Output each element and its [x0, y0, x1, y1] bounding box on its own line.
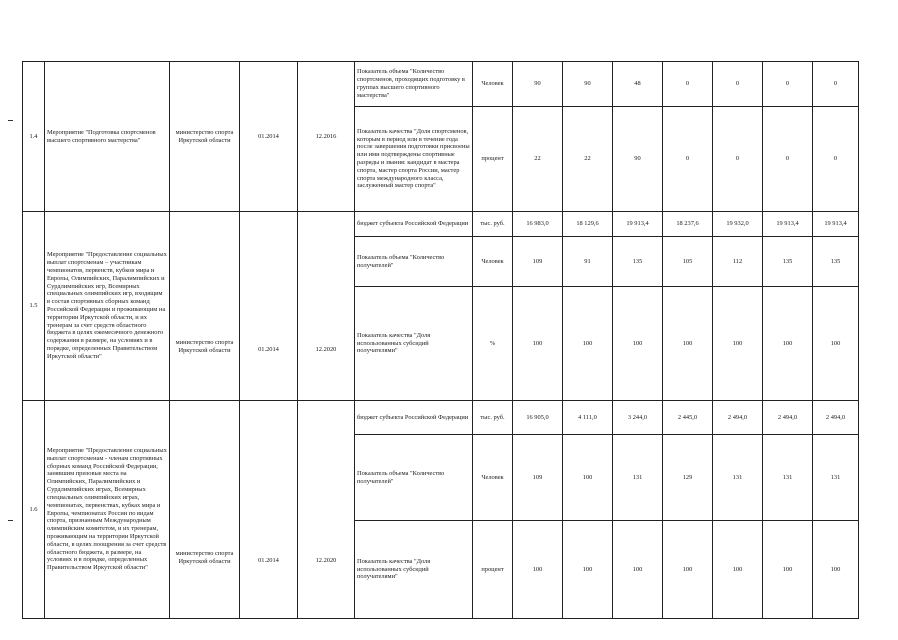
- row-number: 1.4: [23, 62, 45, 212]
- value-cell: 100: [613, 287, 663, 401]
- value-cell: 131: [613, 435, 663, 521]
- table-row: [23, 62, 859, 107]
- unit: процент: [473, 521, 513, 619]
- value-cell: 131: [813, 435, 859, 521]
- value-cell: 16 905,0: [513, 401, 563, 435]
- indicator-name: Показатель объема "Количество спортсменов, проходящих подготовку в группах высшего спортивного мастерства": [355, 62, 473, 107]
- indicator-name: Показатель качества "Доля использованных субсидий получателями": [355, 287, 473, 401]
- value-cell: 0: [813, 107, 859, 212]
- value-cell: 0: [813, 62, 859, 107]
- value-cell: 0: [663, 62, 713, 107]
- unit: Человек: [473, 237, 513, 287]
- value-cell: 19 913,4: [813, 212, 859, 237]
- start-date: 01.2014: [240, 212, 298, 401]
- value-cell: 135: [763, 237, 813, 287]
- value-cell: 18 237,6: [663, 212, 713, 237]
- program-table: [22, 61, 859, 619]
- executor: министерство спорта Иркутской области: [170, 212, 240, 401]
- value-cell: 90: [563, 62, 613, 107]
- value-cell: 109: [513, 435, 563, 521]
- executor: министерство спорта Иркутской области: [170, 401, 240, 619]
- value-cell: 131: [713, 435, 763, 521]
- value-cell: 19 913,4: [763, 212, 813, 237]
- unit: тыс. руб.: [473, 212, 513, 237]
- value-cell: 100: [813, 521, 859, 619]
- start-date: 01.2014: [240, 62, 298, 212]
- value-cell: 90: [513, 62, 563, 107]
- value-cell: 18 129,6: [563, 212, 613, 237]
- value-cell: 19 932,0: [713, 212, 763, 237]
- value-cell: 109: [513, 237, 563, 287]
- value-cell: 22: [513, 107, 563, 212]
- value-cell: 100: [763, 521, 813, 619]
- table-row: [23, 212, 859, 237]
- end-date: 12.2016: [298, 62, 355, 212]
- row-number: 1.5: [23, 212, 45, 401]
- indicator-name: Показатель качества "Доля использованных субсидий получателями": [355, 521, 473, 619]
- value-cell: 100: [563, 521, 613, 619]
- margin-mark: [8, 520, 13, 521]
- value-cell: 112: [713, 237, 763, 287]
- value-cell: 100: [513, 521, 563, 619]
- value-cell: 2 494,0: [813, 401, 859, 435]
- value-cell: 100: [813, 287, 859, 401]
- indicator-name: бюджет субъекта Российской Федерации: [355, 212, 473, 237]
- value-cell: 100: [663, 287, 713, 401]
- value-cell: 100: [513, 287, 563, 401]
- executor: министерство спорта Иркутской области: [170, 62, 240, 212]
- indicator-name: Показатель качества "Доля спортсменов, которым в период или в течение года после завершения подготовки присвоены или ими подтверждены спортивные разряды и звания: кандидат в мастера спорта, мастер спорта России, мастер спорта международного класса, заслуженный мастер спорта": [355, 107, 473, 212]
- indicator-name: Показатель объема "Количество получателей": [355, 435, 473, 521]
- indicator-name: Показатель объема "Количество получателей": [355, 237, 473, 287]
- value-cell: 100: [663, 521, 713, 619]
- value-cell: 0: [713, 107, 763, 212]
- unit: процент: [473, 107, 513, 212]
- value-cell: 2 494,0: [713, 401, 763, 435]
- measure-name: Мероприятие "Подготовка спортсменов высшего спортивного мастерства": [45, 62, 170, 212]
- end-date: 12.2020: [298, 212, 355, 401]
- end-date: 12.2020: [298, 401, 355, 619]
- value-cell: 100: [613, 521, 663, 619]
- value-cell: 129: [663, 435, 713, 521]
- value-cell: 135: [813, 237, 859, 287]
- measure-name: Мероприятие "Предоставление социальных выплат спортсменам - членам спортивных сборных команд Российской Федерации, занявшим призовые места на Олимпийских, Паралимпийских и Сурдлимпийских играх, Всемирных специальных олимпийских играх, чемпионатах, первенствах, кубках мира и Европы, чемпионатах России по видам спорта, признанным Международным олимпийским комитетом, и их тренерам, проживающим на территории Иркутской области, в целях поощрения за счет средств областного бюджета, в размере, на условиях и в порядке, определенных Правительством Иркутской области": [45, 401, 170, 619]
- value-cell: 16 983,0: [513, 212, 563, 237]
- value-cell: 2 494,0: [763, 401, 813, 435]
- value-cell: 0: [713, 62, 763, 107]
- table-row: [23, 401, 859, 435]
- value-cell: 100: [763, 287, 813, 401]
- value-cell: 90: [613, 107, 663, 212]
- start-date: 01.2014: [240, 401, 298, 619]
- value-cell: 100: [713, 287, 763, 401]
- value-cell: 4 111,0: [563, 401, 613, 435]
- value-cell: 91: [563, 237, 613, 287]
- value-cell: 100: [713, 521, 763, 619]
- value-cell: 3 244,0: [613, 401, 663, 435]
- value-cell: 100: [563, 287, 613, 401]
- value-cell: 48: [613, 62, 663, 107]
- value-cell: 131: [763, 435, 813, 521]
- value-cell: 0: [763, 107, 813, 212]
- measure-name: Мероприятие "Предоставление социальных выплат спортсменам – участникам чемпионатов, первенств, кубков мира и Европы, Олимпийских, Паралимпийских и Сурдлимпийских игр, Всемирных специальных олимпийских игр, входящим в состав спортивных сборных команд Российской Федерации и проживающим на территории Иркутской области, и их тренерам за счет средств областного бюджета в целях ежемесячного денежного содержания в размере, на условиях и в порядке, определенных Правительством Иркутской области": [45, 212, 170, 401]
- value-cell: 105: [663, 237, 713, 287]
- value-cell: 100: [563, 435, 613, 521]
- value-cell: 0: [763, 62, 813, 107]
- value-cell: 22: [563, 107, 613, 212]
- unit: Человек: [473, 62, 513, 107]
- indicator-name: бюджет субъекта Российской Федерации: [355, 401, 473, 435]
- value-cell: 2 445,0: [663, 401, 713, 435]
- value-cell: 19 913,4: [613, 212, 663, 237]
- value-cell: 135: [613, 237, 663, 287]
- row-number: 1.6: [23, 401, 45, 619]
- unit: тыс. руб.: [473, 401, 513, 435]
- margin-mark: [8, 120, 13, 121]
- unit: Человек: [473, 435, 513, 521]
- value-cell: 0: [663, 107, 713, 212]
- unit: %: [473, 287, 513, 401]
